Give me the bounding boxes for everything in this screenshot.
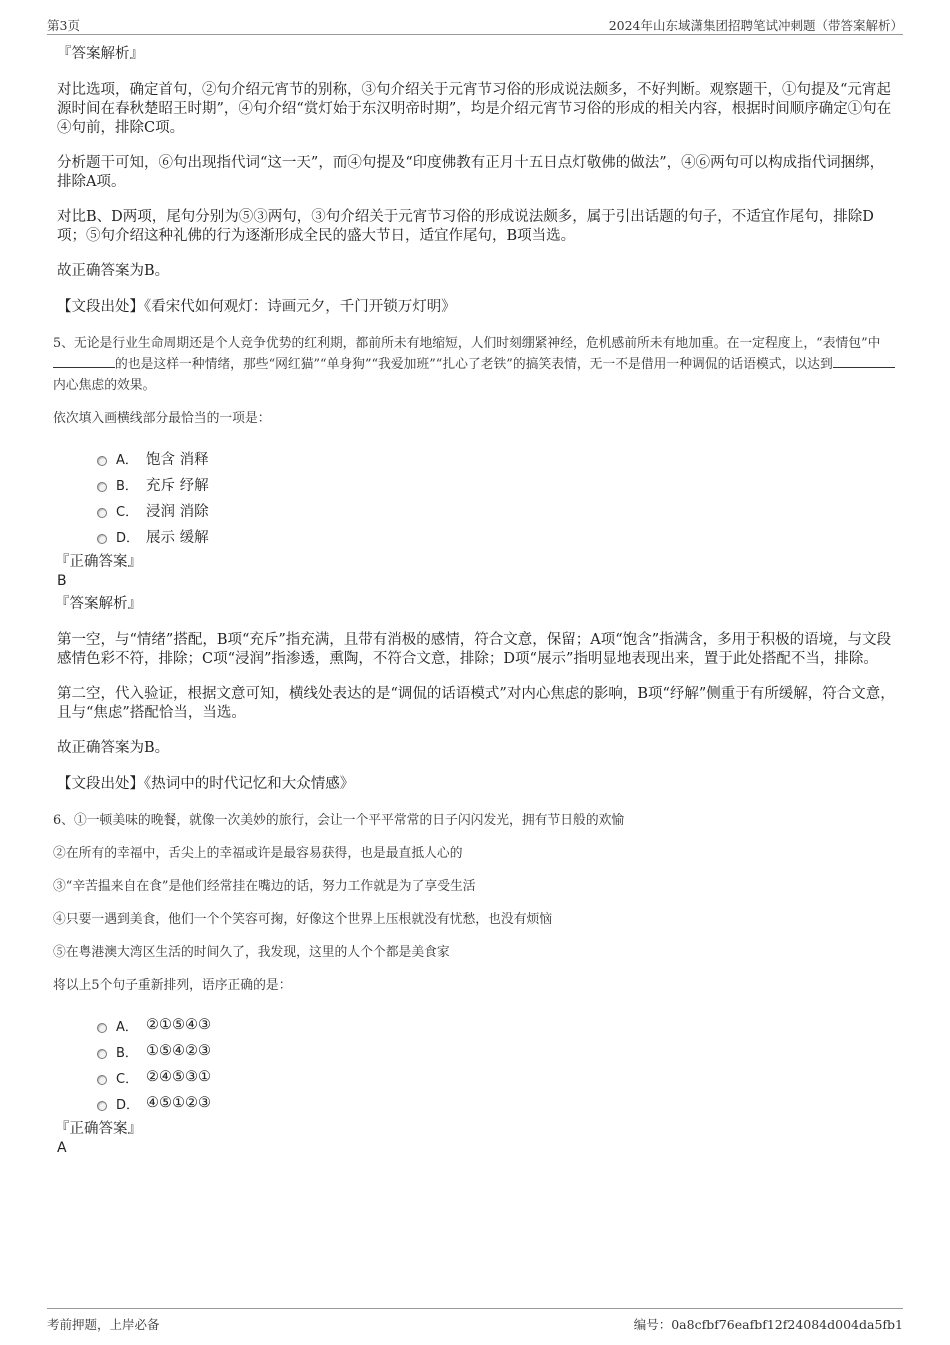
option-list — [97, 1012, 897, 1116]
analysis-paragraph: 对比选项，确定首句，②句介绍元宵节的别称，③句介绍关于元宵节习俗的形成说法颇多，不好判断。观察题干，①句提及“元宵起源时间在春秋楚昭王时期”，④句介绍“赏灯始于东汉明帝时期”，均是介绍元宵节习俗的形成的相关内容，根据时间顺序确定①句在④句前，排除C项。 — [57, 82, 892, 136]
question-stem: 5、无论是行业生命周期还是个人竞争优势的红利期，都前所未有地缩短，人们时刻绷紧神经，危机感前所未有地加重。在一定程度上，“表情包”中的也是这样一种情绪，那些“网红猫”“单身狗”“我爱加班”“扎心了老铁”的搞笑表情，无一不是借用一种调侃的话语模式，以达到内心焦虑的效果。 — [53, 333, 897, 396]
radio-button[interactable] — [97, 456, 107, 466]
analysis-paragraph: 分析题干可知，⑥句出现指代词“这一天”，而④句提及“印度佛教有正月十五日点灯敬佛的做法”，④⑥两句可以构成指代词捆绑，排除A项。 — [57, 155, 885, 190]
option-c[interactable]: C． ②④⑤③① — [97, 1064, 897, 1090]
radio-button[interactable] — [97, 482, 107, 492]
correct-answer-label: 『正确答案』 — [55, 1121, 142, 1137]
question-prompt: 将以上5个句子重新排列，语序正确的是： — [53, 978, 292, 993]
option-a[interactable]: A． 饱含 消释 — [97, 445, 897, 471]
option-d[interactable]: D． ④⑤①②③ — [97, 1090, 897, 1116]
question-5 — [53, 333, 897, 794]
radio-button[interactable] — [97, 508, 107, 518]
page-number: 第3页 — [47, 18, 80, 33]
analysis-paragraph: 第二空，代入验证，根据文意可知，横线处表达的是“调侃的话语模式”对内心焦虑的影响，B项“纾解”侧重于有所缓解，符合文意，且与“焦虑”搭配恰当，当选。 — [57, 686, 895, 721]
radio-button[interactable] — [97, 1023, 107, 1033]
analysis-paragraph: 故正确答案为B。 — [57, 263, 170, 279]
option-c[interactable]: C． 浸润 消除 — [97, 497, 897, 523]
question-6 — [53, 810, 897, 1158]
fill-blank — [833, 356, 895, 368]
option-b[interactable]: B． ①⑤④②③ — [97, 1038, 897, 1064]
source-citation: 【文段出处】《热词中的时代记忆和大众情感》 — [57, 776, 355, 792]
question-stem: 6、①一顿美味的晚餐，就像一次美妙的旅行，会让一个平平常常的日子闪闪发光，拥有节日般的欢愉 — [53, 813, 625, 828]
fill-blank — [53, 356, 115, 368]
sentence: ②在所有的幸福中，舌尖上的幸福或许是最容易获得，也是最直抵人心的 — [53, 846, 463, 861]
radio-button[interactable] — [97, 1101, 107, 1111]
footer-slogan: 考前押题，上岸必备 — [47, 1317, 160, 1332]
question-prompt: 依次填入画横线部分最恰当的一项是： — [53, 411, 271, 426]
radio-button[interactable] — [97, 1049, 107, 1059]
option-a[interactable]: A． ②①⑤④③ — [97, 1012, 897, 1038]
correct-answer: A — [57, 1140, 67, 1156]
analysis-label: 『答案解析』 — [57, 46, 144, 62]
document-title: 2024年山东域潇集团招聘笔试冲刺题（带答案解析） — [608, 18, 903, 33]
document-id: 编号：0a8cfbf76eafbf12f24084d004da5fb1 — [633, 1317, 903, 1332]
option-d[interactable]: D． 展示 缓解 — [97, 523, 897, 549]
analysis-paragraph: 故正确答案为B。 — [57, 740, 170, 756]
page-header — [47, 14, 903, 35]
option-list — [97, 445, 897, 549]
page-content — [53, 45, 897, 1158]
option-b[interactable]: B． 充斥 纾解 — [97, 471, 897, 497]
analysis-label: 『答案解析』 — [55, 596, 142, 612]
correct-answer: B — [57, 573, 67, 589]
analysis-paragraph: 第一空，与“情绪”搭配，B项“充斥”指充满，且带有消极的感情，符合文意，保留；A项“饱含”指满含，多用于积极的语境，与文段感情色彩不符，排除；C项“浸润”指渗透，熏陶，不符合文意，排除；D项“展示”指明显地表现出来，置于此处搭配不当，排除。 — [57, 632, 892, 667]
sentence: ③“辛苦揾来自在食”是他们经常挂在嘴边的话，努力工作就是为了享受生活 — [53, 879, 476, 894]
page-footer — [47, 1308, 903, 1333]
sentence: ④只要一遇到美食，他们一个个笑容可掬，好像这个世界上压根就没有忧愁，也没有烦恼 — [53, 912, 553, 927]
radio-button[interactable] — [97, 534, 107, 544]
q4-analysis — [57, 45, 897, 317]
sentence: ⑤在粤港澳大湾区生活的时间久了，我发现，这里的人个个都是美食家 — [53, 945, 450, 960]
radio-button[interactable] — [97, 1075, 107, 1085]
analysis-paragraph: 对比B、D两项，尾句分别为⑤③两句，③句介绍关于元宵节习俗的形成说法颇多，属于引出话题的句子，不适宜作尾句，排除D项；⑤句介绍这种礼佛的行为逐渐形成全民的盛大节日，适宜作尾句，B项当选。 — [57, 209, 874, 244]
correct-answer-label: 『正确答案』 — [55, 554, 142, 570]
source-citation: 【文段出处】《看宋代如何观灯：诗画元夕，千门开锁万灯明》 — [57, 299, 456, 315]
